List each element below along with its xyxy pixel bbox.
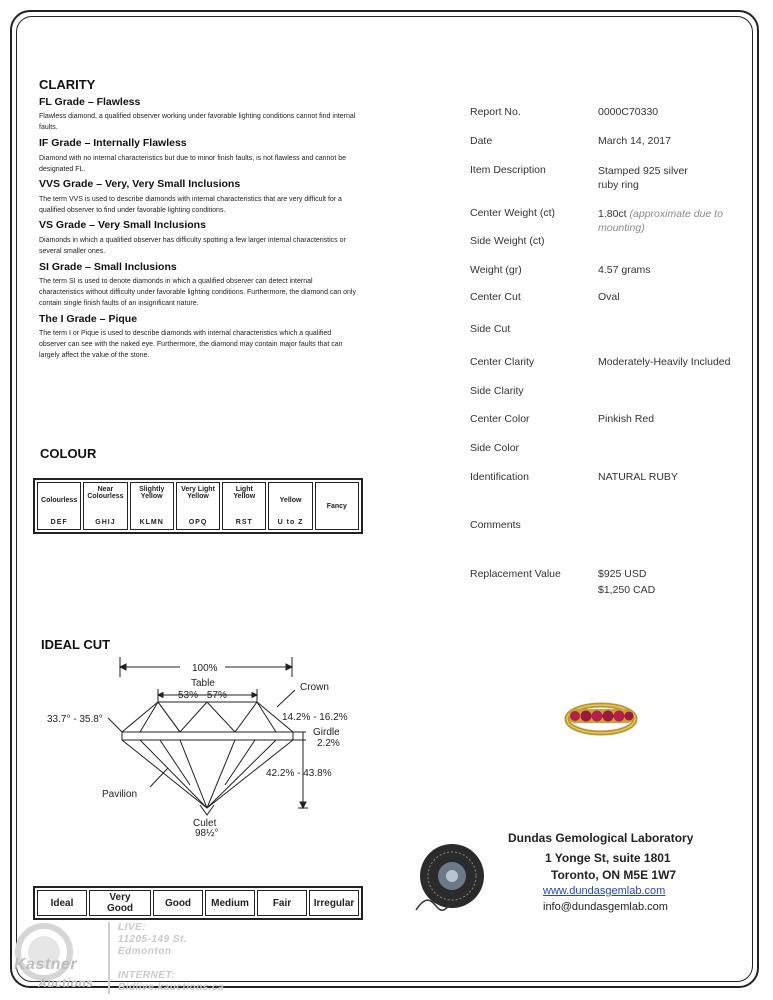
center-clarity-value: Moderately-Heavily Included xyxy=(598,356,731,368)
side-cut-label: Side Cut xyxy=(470,323,511,335)
watermark-live-label: LIVE: xyxy=(118,922,147,933)
lab-email: info@dundasgemlab.com xyxy=(543,901,668,913)
colour-heading: COLOUR xyxy=(40,446,97,461)
ruby-ring-photo xyxy=(556,692,646,742)
hologram-seal-icon xyxy=(406,840,490,924)
colour-grades: GHIJ xyxy=(95,519,116,526)
crown-angle-label: 33.7° - 35.8° xyxy=(47,714,103,725)
diamond-cut-diagram xyxy=(40,655,370,840)
watermark-internet-site: Bidlive.kauctions.ca xyxy=(118,982,225,993)
cut-grade-cell: Fair xyxy=(257,890,307,916)
item-description-value: Stamped 925 silver ruby ring xyxy=(598,165,688,191)
colour-cell xyxy=(130,482,174,530)
grade-si-title: SI Grade – Small Inclusions xyxy=(39,261,177,273)
cut-grade-cell: Very Good xyxy=(89,890,151,916)
colour-cell xyxy=(37,482,81,530)
colour-name: Slightly Yellow xyxy=(139,486,165,500)
ideal-cut-heading: IDEAL CUT xyxy=(41,637,111,652)
side-weight-label: Side Weight (ct) xyxy=(470,235,545,247)
replacement-value-cad: $1,250 CAD xyxy=(598,584,656,596)
date-value: March 14, 2017 xyxy=(598,135,671,147)
grade-if-title: IF Grade – Internally Flawless xyxy=(39,137,187,149)
colour-grades: KLMN xyxy=(139,519,164,526)
lab-name: Dundas Gemological Laboratory xyxy=(508,831,694,845)
center-weight-amount: 1.80ct xyxy=(598,208,627,220)
colour-cell xyxy=(83,482,127,530)
grade-vvs-text: The term VVS is used to describe diamonds with internal characteristics that are very difficult for a qualified observer to find under favorable lighting conditions. xyxy=(39,196,342,214)
date-label: Date xyxy=(470,135,493,147)
crown-height-label: 14.2% - 16.2% xyxy=(282,712,348,723)
center-weight-label: Center Weight (ct) xyxy=(470,207,555,219)
center-clarity-label: Center Clarity xyxy=(470,356,535,368)
pavilion-label: Pavilion xyxy=(102,789,138,800)
cut-grade-table xyxy=(33,886,363,920)
grade-vvs-title: VVS Grade – Very, Very Small Inclusions xyxy=(39,178,241,190)
watermark-divider xyxy=(108,922,110,994)
grade-i-title: The I Grade – Pique xyxy=(39,313,138,325)
report-no-value: 0000C70330 xyxy=(598,106,659,118)
colour-cell xyxy=(268,482,312,530)
identification-label: Identification xyxy=(470,471,529,483)
cut-grade-cell: Medium xyxy=(205,890,255,916)
item-description-label: Item Description xyxy=(470,164,546,176)
watermark-live-city: Edmonton xyxy=(118,946,172,957)
dim-width-label: 100% xyxy=(192,663,218,674)
girdle-label: Girdle xyxy=(313,727,340,738)
lab-address-line2: Toronto, ON M5E 1W7 xyxy=(551,868,677,882)
lab-address-line1: 1 Yonge St, suite 1801 xyxy=(545,851,671,865)
cut-grade-cell: Ideal xyxy=(37,890,87,916)
grade-fl-title: FL Grade – Flawless xyxy=(39,96,141,108)
center-weight-value xyxy=(598,207,743,235)
colour-scale-table xyxy=(33,478,363,534)
center-color-label: Center Color xyxy=(470,413,530,425)
replacement-value-usd: $925 USD xyxy=(598,568,647,580)
center-color-value: Pinkish Red xyxy=(598,413,655,425)
watermark-brand-line1: Kastner xyxy=(14,956,78,973)
colour-grades: RST xyxy=(235,519,253,526)
colour-name: Yellow xyxy=(279,497,302,504)
center-cut-label: Center Cut xyxy=(470,291,521,303)
girdle-pct-label: 2.2% xyxy=(317,738,340,749)
colour-name: Fancy xyxy=(326,502,347,510)
lab-website-link[interactable]: www.dundasgemlab.com xyxy=(543,885,666,897)
colour-grades: U to Z xyxy=(277,519,304,526)
grade-si-text: The term SI is used to denote diamonds in which a qualified observer can detect internal characteristics without difficulty under favorable lighting conditions. Furthermore, the diamond can only contain single finish faults of an insignificant nature. xyxy=(39,278,356,307)
grade-fl-text: Flawless diamond, a qualified observer working under favorable lighting conditions cannot find internal faults. xyxy=(39,113,356,131)
side-color-label: Side Color xyxy=(470,442,520,454)
grade-vs-text: Diamonds in which a qualified observer has difficulty spotting a few larger internal characteristics or several smaller ones. xyxy=(39,237,346,255)
weight-gr-label: Weight (gr) xyxy=(470,264,522,276)
colour-name: Light Yellow xyxy=(233,486,256,500)
colour-grades: OPQ xyxy=(188,519,208,526)
center-cut-value: Oval xyxy=(598,291,620,303)
colour-cell-fancy xyxy=(315,482,359,530)
colour-name: Very Light Yellow xyxy=(181,486,215,500)
colour-cell xyxy=(176,482,220,530)
watermark-internet-label: INTERNET: xyxy=(118,970,176,981)
grade-if-text: Diamond with no internal characteristics but due to minor finish faults, is not flawless and cannot be designated FL. xyxy=(39,155,346,173)
weight-gr-value: 4.57 grams xyxy=(598,264,651,276)
pavilion-depth-label: 42.2% - 43.8% xyxy=(266,768,332,779)
clarity-heading: CLARITY xyxy=(39,77,96,92)
report-no-label: Report No. xyxy=(470,106,521,118)
grade-i-text: The term I or Pique is used to describe diamonds with internal characteristics which a qualified observer can see with the naked eye. Furthermore, the diamond may contain major faults that can largely affect the value of the stone. xyxy=(39,330,343,359)
identification-value: NATURAL RUBY xyxy=(598,471,678,483)
center-weight-note: (approximate due to mounting) xyxy=(598,208,723,234)
watermark-live-address: 11205-149 St. xyxy=(118,934,188,945)
dim-table-label: Table xyxy=(191,678,215,689)
colour-name: Near Colourless xyxy=(87,486,124,500)
side-clarity-label: Side Clarity xyxy=(470,385,524,397)
culet-label: Culet xyxy=(193,818,217,829)
cut-grade-cell: Irregular xyxy=(309,890,359,916)
colour-cell xyxy=(222,482,266,530)
grade-vs-title: VS Grade – Very Small Inclusions xyxy=(39,219,206,231)
colour-name: Colourless xyxy=(41,497,78,504)
comments-label: Comments xyxy=(470,519,521,531)
culet-pct-label: 98½° xyxy=(195,828,219,839)
colour-grades: DEF xyxy=(50,519,68,526)
cut-grade-cell: Good xyxy=(153,890,203,916)
dim-table-range: 53% - 57% xyxy=(178,690,227,701)
crown-label: Crown xyxy=(300,682,329,693)
replacement-value-label: Replacement Value xyxy=(470,568,561,580)
watermark-brand-line2: Auctions xyxy=(38,976,94,990)
